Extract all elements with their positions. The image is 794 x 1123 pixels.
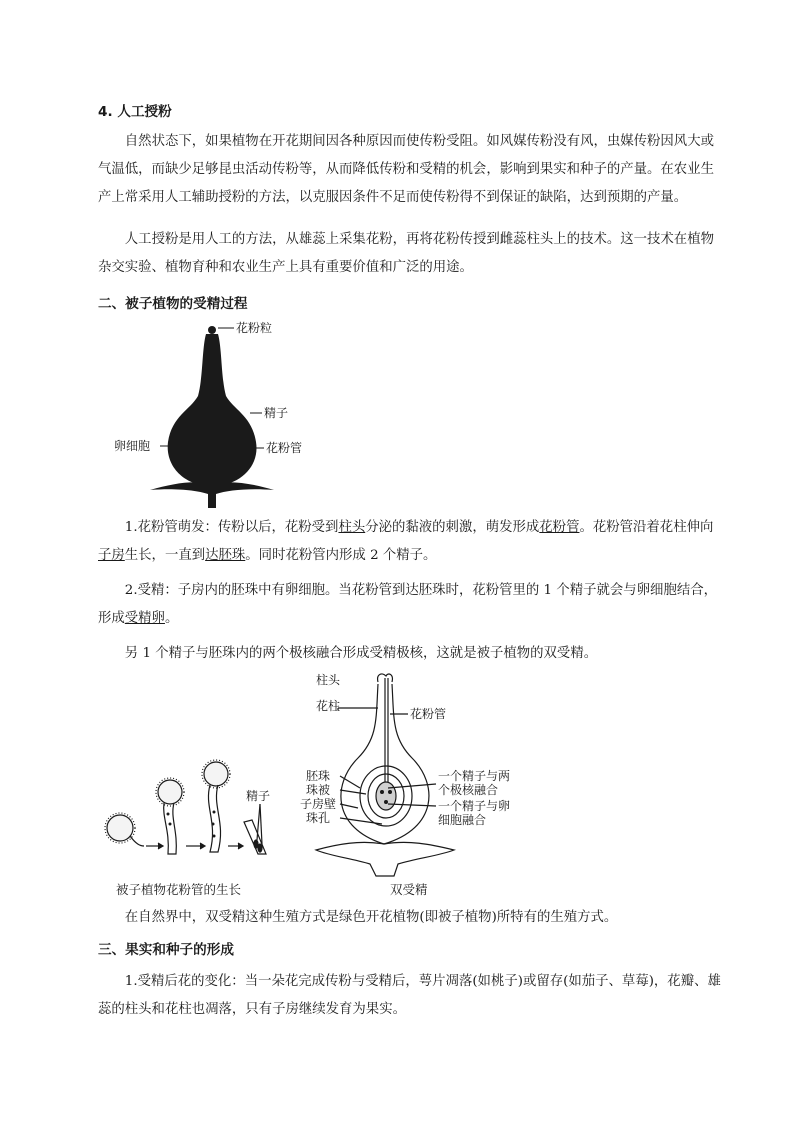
label-micropyle: 珠孔 (306, 811, 331, 825)
label-ovule: 胚珠 (306, 769, 331, 783)
label-sperm-egg-b: 细胞融合 (438, 813, 487, 827)
section-3-heading: 三、果实和种子的形成 (98, 942, 234, 958)
label-integument: 珠被 (306, 783, 331, 797)
label-egg-cell: 卵细胞 (114, 439, 151, 453)
label-sperm-growth: 精子 (246, 789, 271, 803)
label-sperm-polar-a: 一个精子与两 (438, 769, 511, 783)
double-fertilization-figure (298, 668, 518, 880)
label-ovary-wall: 子房壁 (300, 797, 337, 811)
caption-double-fertilization: 双受精 (390, 882, 428, 897)
paragraph-artificial-pollination: 人工授粉是用人工的方法，从雄蕊上采集花粉，再将花粉传授到雌蕊柱头上的技术。这一技术在植物杂交实验、植物育种和农业生产上具有重要价值和广泛的用途。 (98, 232, 714, 275)
label-stigma: 柱头 (316, 673, 341, 687)
item-2-fertilization: 2.受精：子房内的胚珠中有卵细胞。当花粉管到达胚珠时，花粉管里的 1 个精子就会与卵细胞结合，形成受精卵。 (98, 583, 718, 626)
section-4-heading: 4. 人工授粉 (98, 104, 172, 120)
section-2-heading: 二、被子植物的受精过程 (98, 296, 248, 312)
label-sperm: 精子 (264, 406, 289, 420)
term-zygote: 受精卵 (124, 611, 165, 626)
item-1-flower-changes: 1.受精后花的变化：当一朵花完成传粉与受精后，萼片凋落(如桃子)或留存(如茄子、草莓)，花瓣、雄蕊的柱头和花柱也凋落，只有子房继续发育为果实。 (98, 974, 721, 1017)
label-pollen-tube: 花粉管 (266, 441, 303, 455)
label-style: 花柱 (316, 699, 341, 713)
paragraph-double-fertilization-unique: 在自然界中，双受精这种生殖方式是绿色开花植物(即被子植物)所特有的生殖方式。 (124, 910, 618, 925)
label-sperm-polar-b: 个极核融合 (438, 783, 499, 797)
term-ovary: 子房 (98, 548, 125, 563)
label-pollen-grain: 花粉粒 (236, 321, 273, 335)
term-pollen-tube: 花粉管 (539, 520, 580, 535)
pistil-fertilization-figure (110, 318, 330, 512)
paragraph-natural-pollination: 自然状态下，如果植物在开花期间因各种原因而使传粉受阻。如风媒传粉没有风，虫媒传粉因风大或气温低，而缺少足够昆虫活动传粉等，从而降低传粉和受精的机会，影响到果实和种子的产量。在农业生产上常采用人工辅助授粉的方法，以克服因条件不足而使传粉得不到保证的缺陷，达到预期的产量。 (98, 134, 714, 205)
term-stigma: 柱头 (338, 520, 366, 535)
paragraph-double-fertilization: 另 1 个精子与胚珠内的两个极核融合形成受精极核，这就是被子植物的双受精。 (124, 646, 598, 661)
caption-pollen-tube-growth: 被子植物花粉管的生长 (116, 882, 242, 897)
pollen-tube-growth-figure (100, 752, 290, 864)
label-pollen-tube-df: 花粉管 (410, 707, 447, 721)
item-1-pollen-germination: 1.花粉管萌发：传粉以后，花粉受到柱头分泌的黏液的刺激，萌发形成花粉管。花粉管沿着花柱伸向子房生长，一直到达胚珠。同时花粉管内形成 2 个精子。 (98, 520, 714, 563)
term-ovule: 达胚珠 (205, 548, 246, 563)
label-sperm-egg-a: 一个精子与卵 (438, 799, 511, 813)
